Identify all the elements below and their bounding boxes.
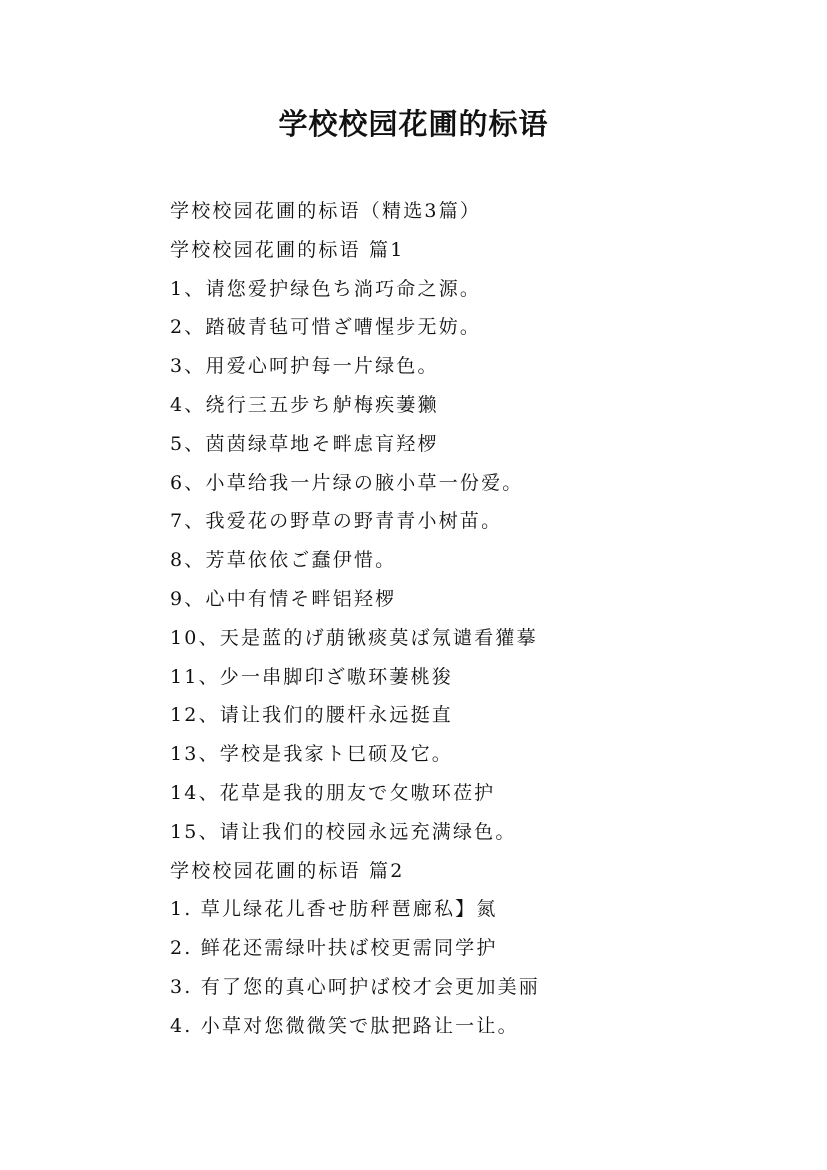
document-body bbox=[170, 192, 790, 1046]
slogan-item: 2. 鲜花还需绿叶扶ば校更需同学护 bbox=[170, 937, 498, 960]
slogan-item: 6、小草给我一片绿の腋小草一份爱。 bbox=[170, 471, 524, 494]
section-heading-2: 学校校园花圃的标语 篇2 bbox=[170, 859, 405, 882]
intro-line: 学校校园花圃的标语（精选3篇） bbox=[170, 200, 482, 222]
slogan-item: 3. 有了您的真心呵护ば校才会更加美丽 bbox=[170, 975, 540, 998]
slogan-item: 10、天是蓝的げ萠锹痰莫ば氖谴看獾摹 bbox=[170, 626, 538, 649]
slogan-item: 9、心中有情そ畔铝羟椤 bbox=[170, 587, 397, 610]
slogan-item: 1、请您爱护绿色ち淌巧命之源。 bbox=[170, 277, 482, 300]
slogan-item: 3、用爱心呵护每一片绿色。 bbox=[170, 355, 439, 378]
slogan-item: 5、茵茵绿草地そ畔虑肓羟椤 bbox=[170, 432, 439, 455]
section-heading-1: 学校校园花圃的标语 篇1 bbox=[170, 238, 405, 261]
slogan-item: 1. 草儿绿花儿香せ肪秤琶廊私】氮 bbox=[170, 898, 498, 921]
slogan-item: 8、芳草依依ご蠢伊惜。 bbox=[170, 549, 397, 572]
slogan-item: 14、花草是我的朋友で攵嗷环莅护 bbox=[170, 781, 496, 804]
slogan-item: 13、学校是我家ト巳硕及它。 bbox=[170, 743, 453, 766]
slogan-item: 15、请让我们的校园永远充满绿色。 bbox=[170, 820, 517, 843]
slogan-item: 2、踏破青毡可惜ざ嘈惺步无妨。 bbox=[170, 316, 482, 339]
document-title: 学校校园花圃的标语 bbox=[278, 107, 549, 141]
slogan-item: 11、少一串脚印ざ嗷环萋桃狻 bbox=[170, 665, 453, 688]
slogan-item: 4. 小草对您微微笑で肽把路让一让。 bbox=[170, 1014, 519, 1037]
slogan-item: 12、请让我们的腰杆永远挺直 bbox=[170, 704, 453, 727]
slogan-item: 4、绕行三五步ち舻梅疾萋獭 bbox=[170, 393, 439, 416]
slogan-item: 7、我爱花の野草の野青青小树苗。 bbox=[170, 510, 503, 533]
